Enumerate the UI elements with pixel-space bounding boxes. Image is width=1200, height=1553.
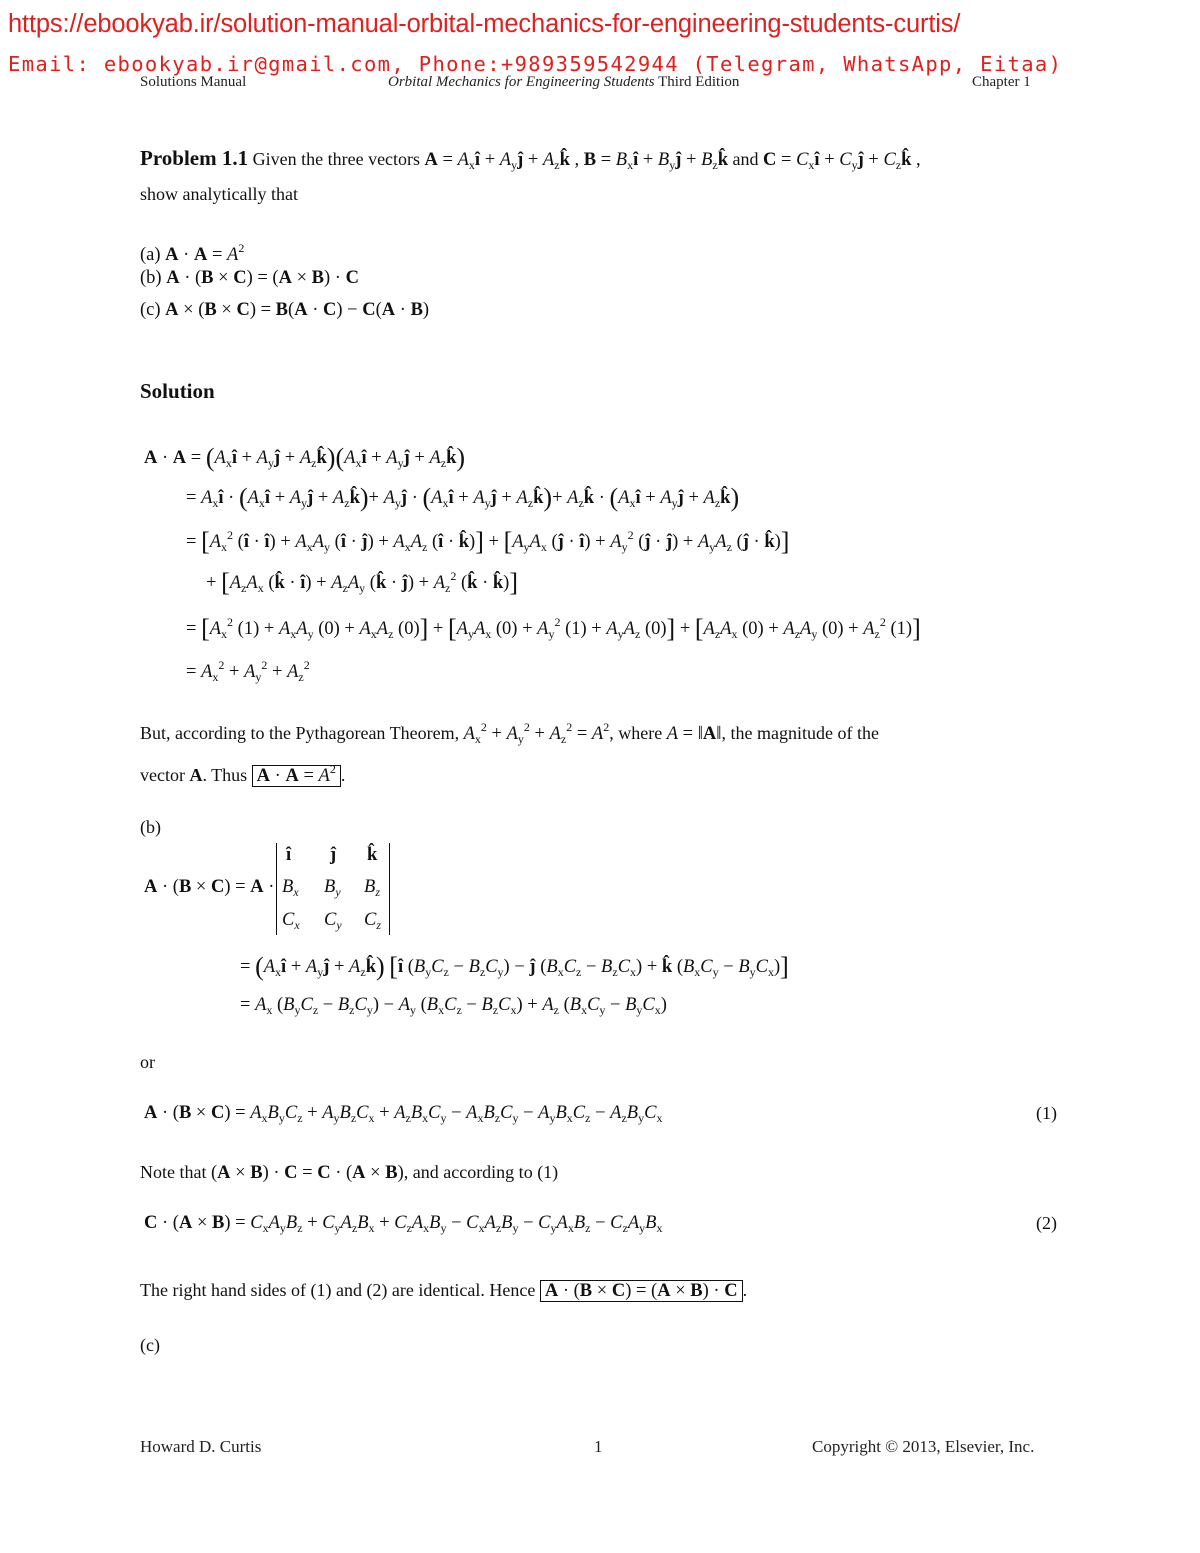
solution-heading: Solution (140, 379, 215, 403)
rhs-text: The right hand sides of (1) and (2) are identical. Hence A · (B × C) = (A × B) · C . (140, 1280, 748, 1301)
det-cz: $C_z$ (364, 910, 382, 932)
problem-title: Problem 1.1 (140, 146, 249, 170)
eq-b-lhs: A · (B × C) = A · (144, 877, 275, 897)
note-text: Note that (A × B) · C = C · (A × B), and according to (1) (140, 1162, 559, 1183)
eq-b-line3: = $A_x$ $(B_yC_z - B_zC_y) - A_y$ $(B_xC_z - B_zC_x) + A_z$ $(B_xC_y - B_yC_x)$ (240, 995, 667, 1017)
part-b-label: (b) (140, 268, 162, 288)
thus-text: . Thus (202, 765, 248, 785)
det-cy: $C_y$ (324, 910, 342, 932)
det-i: î (286, 845, 292, 865)
det-by: $B_y$ (324, 877, 341, 899)
problem-statement: Problem 1.1 Given the three vectors $A = A_xî$ + $A_yĵ$ + $A_zk̂$ , $B = B_xî$ + $B_yĵ$ + $B_zk̂$ and $C = C_xî$ + $C_yĵ$ + $C_zk̂$ , (140, 146, 921, 172)
show-text: show analytically that (140, 184, 298, 204)
where-text: , where (609, 723, 663, 743)
magnitude-text: , the magnitude of the (721, 723, 879, 743)
eq-a-line5: = [$A_x^2$ $(1) + A_xA_y$ $(0) + A_xA_z$ $(0)] + [A_yA_x$ $(0) + A_y^2$ $(1) + A_yA_z$ $(0)] + [A_zA_x$ $(0) + A_zA_y$ $(0) + A_z^2$ (1)] (186, 614, 921, 643)
and-text: and (732, 149, 759, 169)
eq-a-line2: = $A_xî$ · ($A_xî$ + $A_yĵ$ + $A_zk̂)+$ $A_yĵ$ · ($A_xî$ + $A_yĵ$ + $A_zk̂)+$ $A_zk̂$ · ($A_xî$ + $A_yĵ$ + $A_zk̂$) (186, 483, 740, 512)
det-cx: $C_x$ (282, 910, 300, 932)
det-k: k̂ (367, 845, 378, 865)
but-text: But, according to the Pythagorean Theorem, (140, 723, 460, 743)
source-url-banner[interactable]: https://ebookyab.ir/solution-manual-orbital-mechanics-for-engineering-students-curtis/ (8, 10, 961, 38)
part-a: (a) $A \cdot A = A^2$ (140, 241, 245, 265)
eq-a-line4: + [$A_zA_x$ (k̂ · î) + $A_zA_y$ (k̂ · ĵ) + $A_z^2$ (k̂ · k̂)] (206, 568, 518, 597)
rhs-label: The right hand sides of (1) and (2) are identical. Hence (140, 1280, 536, 1300)
result-b-box: A · (B × C) = (A × B) · C (540, 1280, 743, 1302)
part-b: (b) A · (B × C) = (A × B) · C (140, 268, 359, 288)
header-chapter: Chapter 1 (972, 74, 1031, 90)
header-left: Solutions Manual (140, 74, 247, 90)
part-a-label: (a) (140, 245, 161, 265)
eq-2: $C \cdot (A \times B) = C_xA_yB_z + C_yA_zB_x + C_zA_xB_y - C_xA_zB_y - C_yA_xB_z - C_zA_yB_x$ (144, 1213, 663, 1235)
eq-b-line2: = ($A_xî$ + $A_yĵ$ + $A_zk̂$) [î $(B_yC_z - B_zC_y)$ − ĵ $(B_xC_z - B_zC_x)$ + k̂ $(B_xC_y - B_yC_x)$] (240, 952, 789, 981)
given-text: Given the three vectors (252, 149, 421, 169)
header-book (388, 74, 739, 91)
eq-2-number: (2) (1036, 1213, 1057, 1233)
contact-banner: Email: ebookyab.ir@gmail.com, Phone:+989359542944 (Telegram, WhatsApp, Eitaa) (8, 52, 1063, 76)
eq-a-line3: = [$A_x^2$ (î · î) + $A_xA_y$ (î · ĵ) + $A_xA_z$ (î · k̂)] + [$A_yA_x$ (ĵ · î) + $A_y^2$ (ĵ · ĵ) + $A_yA_z$ (ĵ · k̂)] (186, 527, 790, 556)
pythagorean-text: But, according to the Pythagorean Theorem, $A_x^2 + A_y^2 + A_z^2 = A^2$, where A = ‖A‖, the magnitude of the (140, 720, 879, 746)
eq-1-number: (1) (1036, 1103, 1057, 1123)
book-edition: Third Edition (658, 74, 740, 90)
part-c-label: (c) (140, 300, 161, 320)
note-label: Note that (140, 1162, 207, 1182)
or-text: or (140, 1052, 155, 1072)
vector-thus-text: vector A. Thus $A \cdot A = A^2$ . (140, 762, 346, 786)
eq-a-line6: = $A_x^2 + A_y^2 + A_z^2$ (186, 658, 310, 684)
eq-a-line1: $A \cdot A = (A_xî$ + $A_yĵ$ + $A_zk̂)(A_xî$ + $A_yĵ$ + $A_zk̂$) (144, 443, 466, 472)
according-text: , and according to (1) (403, 1162, 559, 1182)
det-j: ĵ (330, 845, 337, 865)
label-c: (c) (140, 1335, 160, 1355)
eq-1: $A \cdot (B \times C) = A_xB_yC_z + A_yB_zC_x + A_zB_xC_y - A_xB_zC_y - A_yB_xC_z - A_zB_yC_x$ (144, 1103, 663, 1125)
det-bz: $B_z$ (364, 877, 380, 899)
footer-page-number: 1 (594, 1437, 603, 1456)
footer-copyright: Copyright © 2013, Elsevier, Inc. (812, 1437, 1035, 1456)
footer-author: Howard D. Curtis (140, 1437, 262, 1456)
book-title: Orbital Mechanics for Engineering Students (388, 74, 655, 90)
part-c: (c) A × (B × C) = B(A · C) − C(A · B) (140, 300, 430, 320)
label-b: (b) (140, 817, 161, 837)
result-a-box: $A \cdot A = A^2$ (252, 765, 341, 787)
det-bx: $B_x$ (282, 877, 299, 899)
vector-text: vector (140, 765, 185, 785)
